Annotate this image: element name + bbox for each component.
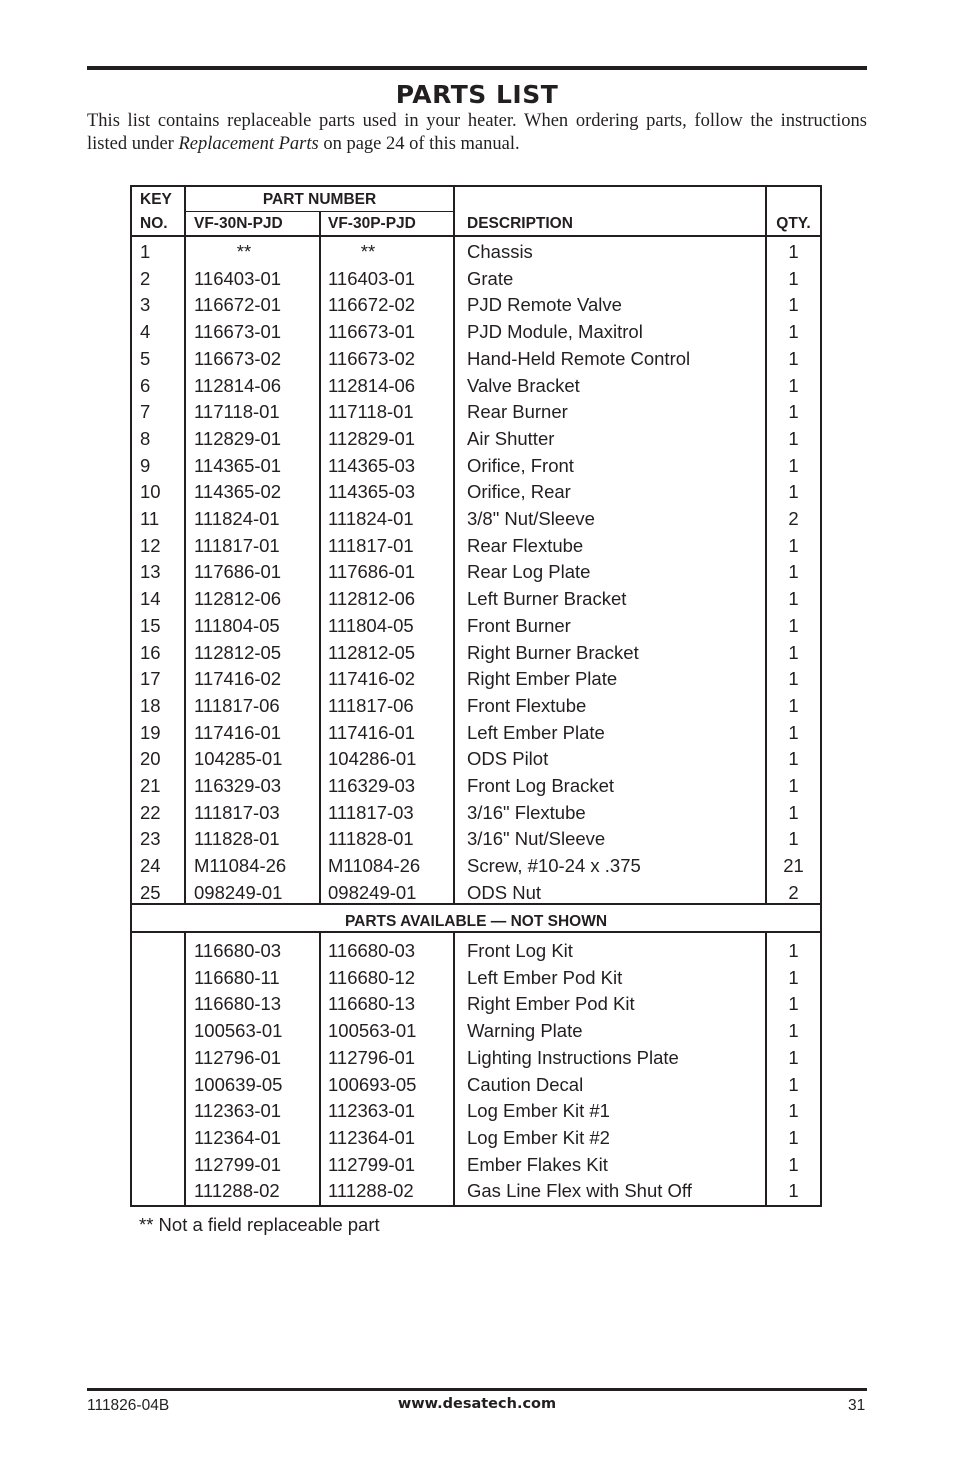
quantity: 1 bbox=[788, 748, 799, 770]
part-number-p: 098249-01 bbox=[328, 881, 417, 903]
part-number-p: 117118-01 bbox=[328, 401, 414, 423]
part-number-n: 114365-02 bbox=[194, 481, 282, 503]
description: Orifice, Front bbox=[467, 454, 574, 476]
part-number-p: 112829-01 bbox=[328, 427, 416, 449]
quantity: 1 bbox=[788, 561, 799, 583]
part-number-p: 100693-05 bbox=[328, 1073, 417, 1095]
description: Left Ember Pod Kit bbox=[467, 966, 623, 988]
part-number-n: 111828-01 bbox=[194, 828, 280, 850]
part-number-p: 111288-02 bbox=[328, 1180, 414, 1202]
part-number-p: 111824-01 bbox=[328, 508, 414, 529]
key-number: 18 bbox=[140, 694, 161, 716]
header-part-number: PART NUMBER bbox=[262, 191, 377, 208]
part-number-n: 104285-01 bbox=[194, 748, 283, 770]
key-number: 9 bbox=[140, 454, 151, 476]
quantity: 1 bbox=[788, 828, 799, 850]
part-number-p: 111804-05 bbox=[328, 614, 414, 636]
quantity: 1 bbox=[788, 1153, 799, 1175]
key-number: 24 bbox=[140, 855, 161, 877]
description: Caution Decal bbox=[467, 1073, 584, 1095]
part-number-p: 117416-01 bbox=[328, 721, 416, 743]
quantity: 1 bbox=[788, 401, 799, 423]
part-number-n: 112812-05 bbox=[194, 641, 282, 663]
description: Rear Log Plate bbox=[467, 561, 591, 583]
part-number-p: 100563-01 bbox=[328, 1020, 417, 1042]
part-number-n: 117416-02 bbox=[194, 668, 282, 690]
part-number-n: 117118-01 bbox=[194, 401, 280, 423]
part-number-n: 112363-01 bbox=[194, 1100, 282, 1122]
description: Front Flextube bbox=[467, 694, 587, 716]
key-number: 17 bbox=[140, 668, 161, 690]
part-number-p: 112364-01 bbox=[328, 1126, 416, 1148]
part-number-n: 111804-05 bbox=[194, 614, 280, 636]
key-number: 8 bbox=[140, 427, 151, 449]
quantity: 1 bbox=[788, 1073, 799, 1095]
quantity: 1 bbox=[788, 993, 799, 1015]
col-divider-models-lower bbox=[319, 933, 321, 1205]
key-number: 23 bbox=[140, 828, 161, 850]
quantity: 1 bbox=[788, 427, 799, 449]
part-number-p: 117686-01 bbox=[328, 561, 416, 583]
header-key: KEY bbox=[140, 191, 172, 208]
part-number-n: 100639-05 bbox=[194, 1073, 283, 1095]
intro-text-end: on page 24 of this manual. bbox=[318, 134, 520, 154]
description: ODS Nut bbox=[467, 881, 542, 903]
key-number: 16 bbox=[140, 641, 161, 663]
part-number-p: 116672-02 bbox=[328, 294, 416, 316]
key-number: 4 bbox=[140, 321, 151, 343]
quantity: 2 bbox=[788, 508, 799, 529]
part-number-p: 116680-13 bbox=[328, 993, 416, 1015]
quantity: 1 bbox=[788, 241, 799, 262]
quantity: 1 bbox=[788, 1020, 799, 1042]
part-number-n: 111817-03 bbox=[194, 801, 280, 823]
key-number: 14 bbox=[140, 588, 161, 610]
key-number: 5 bbox=[140, 347, 151, 369]
intro-text-start: This list contains replaceable parts used in your heater. When ordering parts, follow the instructions listed under bbox=[87, 111, 867, 154]
description: Rear Flextube bbox=[467, 534, 584, 556]
key-number: 20 bbox=[140, 748, 161, 770]
page-number: 31 bbox=[848, 1397, 866, 1414]
description: Right Burner Bracket bbox=[467, 641, 639, 663]
quantity: 1 bbox=[788, 1100, 799, 1122]
col-divider-models bbox=[319, 211, 321, 903]
part-number-p: M11084-26 bbox=[328, 855, 421, 877]
key-number: 6 bbox=[140, 374, 151, 396]
part-number-n: 112814-06 bbox=[194, 374, 282, 396]
header-no: NO. bbox=[140, 215, 168, 232]
part-number-n: 100563-01 bbox=[194, 1020, 283, 1042]
description: Front Log Kit bbox=[467, 940, 573, 961]
part-number-n: 116673-02 bbox=[194, 347, 282, 369]
part-number-n: 111288-02 bbox=[194, 1180, 280, 1202]
quantity: 1 bbox=[788, 588, 799, 610]
part-number-p: 111817-01 bbox=[328, 534, 414, 556]
quantity: 1 bbox=[788, 668, 799, 690]
header-description: DESCRIPTION bbox=[467, 215, 573, 232]
part-number-n: 116403-01 bbox=[194, 267, 282, 289]
quantity: 1 bbox=[788, 454, 799, 476]
quantity: 1 bbox=[788, 775, 799, 796]
part-number-p: 112812-06 bbox=[328, 588, 416, 610]
description: Lighting Instructions Plate bbox=[467, 1046, 679, 1068]
intro-italic-reference: Replacement Parts bbox=[178, 134, 319, 154]
part-number-n: 116680-03 bbox=[194, 940, 282, 961]
quantity: 1 bbox=[788, 614, 799, 636]
part-number-p: 116680-12 bbox=[328, 966, 416, 988]
description: Left Ember Plate bbox=[467, 721, 605, 743]
part-number-p: 111828-01 bbox=[328, 828, 414, 850]
part-number-p: 112799-01 bbox=[328, 1153, 416, 1175]
col-divider-key-lower bbox=[184, 933, 186, 1205]
part-number-p: 104286-01 bbox=[328, 748, 417, 770]
top-rule bbox=[87, 66, 867, 70]
part-number-p: 116403-01 bbox=[328, 267, 416, 289]
description: Screw, #10-24 x .375 bbox=[467, 855, 641, 877]
part-number-p: 117416-02 bbox=[328, 668, 416, 690]
part-number-n: 112364-01 bbox=[194, 1126, 282, 1148]
quantity: 1 bbox=[788, 294, 799, 316]
description: Chassis bbox=[467, 241, 533, 262]
part-number-n: 117416-01 bbox=[194, 721, 282, 743]
part-number-n: 112796-01 bbox=[194, 1046, 282, 1068]
quantity: 1 bbox=[788, 534, 799, 556]
part-number-n: 111817-06 bbox=[194, 694, 280, 716]
description: 3/16" Nut/Sleeve bbox=[467, 828, 606, 850]
key-number: 21 bbox=[140, 775, 161, 796]
quantity: 1 bbox=[788, 721, 799, 743]
part-number-p: 114365-03 bbox=[328, 454, 416, 476]
quantity: 1 bbox=[788, 267, 799, 289]
key-number: 12 bbox=[140, 534, 161, 556]
quantity: 1 bbox=[788, 966, 799, 988]
key-number: 7 bbox=[140, 401, 151, 423]
part-number-n: 116329-03 bbox=[194, 775, 282, 796]
description: Right Ember Plate bbox=[467, 668, 618, 690]
key-number: 25 bbox=[140, 881, 161, 903]
description: 3/16" Flextube bbox=[467, 801, 586, 823]
doc-number: 111826-04B bbox=[87, 1397, 170, 1414]
key-number: 1 bbox=[140, 241, 151, 262]
quantity: 1 bbox=[788, 801, 799, 823]
description: Warning Plate bbox=[467, 1020, 583, 1042]
key-number: 22 bbox=[140, 801, 161, 823]
page-title: PARTS LIST bbox=[395, 80, 559, 109]
header-qty: QTY. bbox=[776, 215, 811, 232]
quantity: 1 bbox=[788, 1126, 799, 1148]
parts-table bbox=[130, 185, 822, 1207]
footnote: ** Not a field replaceable part bbox=[139, 1214, 380, 1235]
description: PJD Remote Valve bbox=[467, 294, 622, 316]
part-number-p: 112812-05 bbox=[328, 641, 416, 663]
description: Orifice, Rear bbox=[467, 481, 571, 503]
key-number: 11 bbox=[140, 508, 160, 529]
description: ODS Pilot bbox=[467, 748, 549, 770]
header-model-n: VF-30N-PJD bbox=[194, 215, 283, 232]
quantity: 2 bbox=[788, 881, 799, 903]
part-number-p: ** bbox=[360, 241, 376, 262]
quantity: 1 bbox=[788, 321, 799, 343]
quantity: 21 bbox=[783, 855, 804, 877]
part-number-n: 111817-01 bbox=[194, 534, 280, 556]
key-number: 15 bbox=[140, 614, 161, 636]
part-number-n: 116673-01 bbox=[194, 321, 282, 343]
part-number-n: 098249-01 bbox=[194, 881, 283, 903]
quantity: 1 bbox=[788, 940, 799, 961]
not-shown-band bbox=[132, 903, 820, 933]
description: 3/8" Nut/Sleeve bbox=[467, 508, 595, 529]
part-number-p: 111817-06 bbox=[328, 694, 414, 716]
key-number: 10 bbox=[140, 481, 161, 503]
col-divider-description bbox=[453, 187, 455, 903]
bottom-rule bbox=[87, 1388, 867, 1391]
description: Rear Burner bbox=[467, 401, 568, 423]
part-number-n: 112799-01 bbox=[194, 1153, 282, 1175]
quantity: 1 bbox=[788, 374, 799, 396]
description: Right Ember Pod Kit bbox=[467, 993, 635, 1015]
description: Grate bbox=[467, 267, 514, 289]
quantity: 1 bbox=[788, 1046, 799, 1068]
description: Air Shutter bbox=[467, 427, 555, 449]
part-number-n: 112812-06 bbox=[194, 588, 282, 610]
key-number: 13 bbox=[140, 561, 161, 583]
description: Log Ember Kit #2 bbox=[467, 1126, 610, 1148]
part-number-n: 114365-01 bbox=[194, 454, 282, 476]
not-shown-label: PARTS AVAILABLE — NOT SHOWN bbox=[344, 913, 608, 930]
website-link[interactable]: www.desatech.com bbox=[397, 1396, 557, 1412]
part-number-n: 112829-01 bbox=[194, 427, 282, 449]
description: Front Log Bracket bbox=[467, 775, 615, 796]
part-number-n: 117686-01 bbox=[194, 561, 282, 583]
part-number-n: 116680-13 bbox=[194, 993, 282, 1015]
part-number-n: 111824-01 bbox=[194, 508, 280, 529]
part-number-n: M11084-26 bbox=[194, 855, 287, 877]
header-model-p: VF-30P-PJD bbox=[328, 215, 416, 232]
part-number-divider bbox=[184, 211, 453, 212]
description: Ember Flakes Kit bbox=[467, 1153, 608, 1175]
part-number-n: 116672-01 bbox=[194, 294, 282, 316]
part-number-p: 112796-01 bbox=[328, 1046, 416, 1068]
quantity: 1 bbox=[788, 694, 799, 716]
part-number-p: 116329-03 bbox=[328, 775, 416, 796]
description: Front Burner bbox=[467, 614, 571, 636]
description: Valve Bracket bbox=[467, 374, 580, 396]
part-number-p: 114365-03 bbox=[328, 481, 416, 503]
description: Gas Line Flex with Shut Off bbox=[467, 1180, 692, 1202]
part-number-p: 116673-02 bbox=[328, 347, 416, 369]
quantity: 1 bbox=[788, 481, 799, 503]
key-number: 2 bbox=[140, 267, 151, 289]
part-number-p: 116680-03 bbox=[328, 940, 416, 961]
quantity: 1 bbox=[788, 641, 799, 663]
description: Left Burner Bracket bbox=[467, 588, 627, 610]
key-number: 3 bbox=[140, 294, 151, 316]
part-number-n: ** bbox=[236, 241, 252, 262]
part-number-n: 116680-11 bbox=[194, 966, 280, 988]
part-number-p: 111817-03 bbox=[328, 801, 414, 823]
col-divider-description-lower bbox=[453, 933, 455, 1205]
description: Hand-Held Remote Control bbox=[467, 347, 691, 369]
header-bottom-rule bbox=[132, 235, 820, 237]
intro-paragraph bbox=[87, 110, 867, 156]
description: Log Ember Kit #1 bbox=[467, 1100, 610, 1122]
quantity: 1 bbox=[788, 347, 799, 369]
description: PJD Module, Maxitrol bbox=[467, 321, 643, 343]
part-number-p: 112363-01 bbox=[328, 1100, 416, 1122]
part-number-p: 116673-01 bbox=[328, 321, 416, 343]
key-number: 19 bbox=[140, 721, 161, 743]
col-divider-key bbox=[184, 187, 186, 903]
quantity: 1 bbox=[788, 1180, 799, 1202]
part-number-p: 112814-06 bbox=[328, 374, 416, 396]
